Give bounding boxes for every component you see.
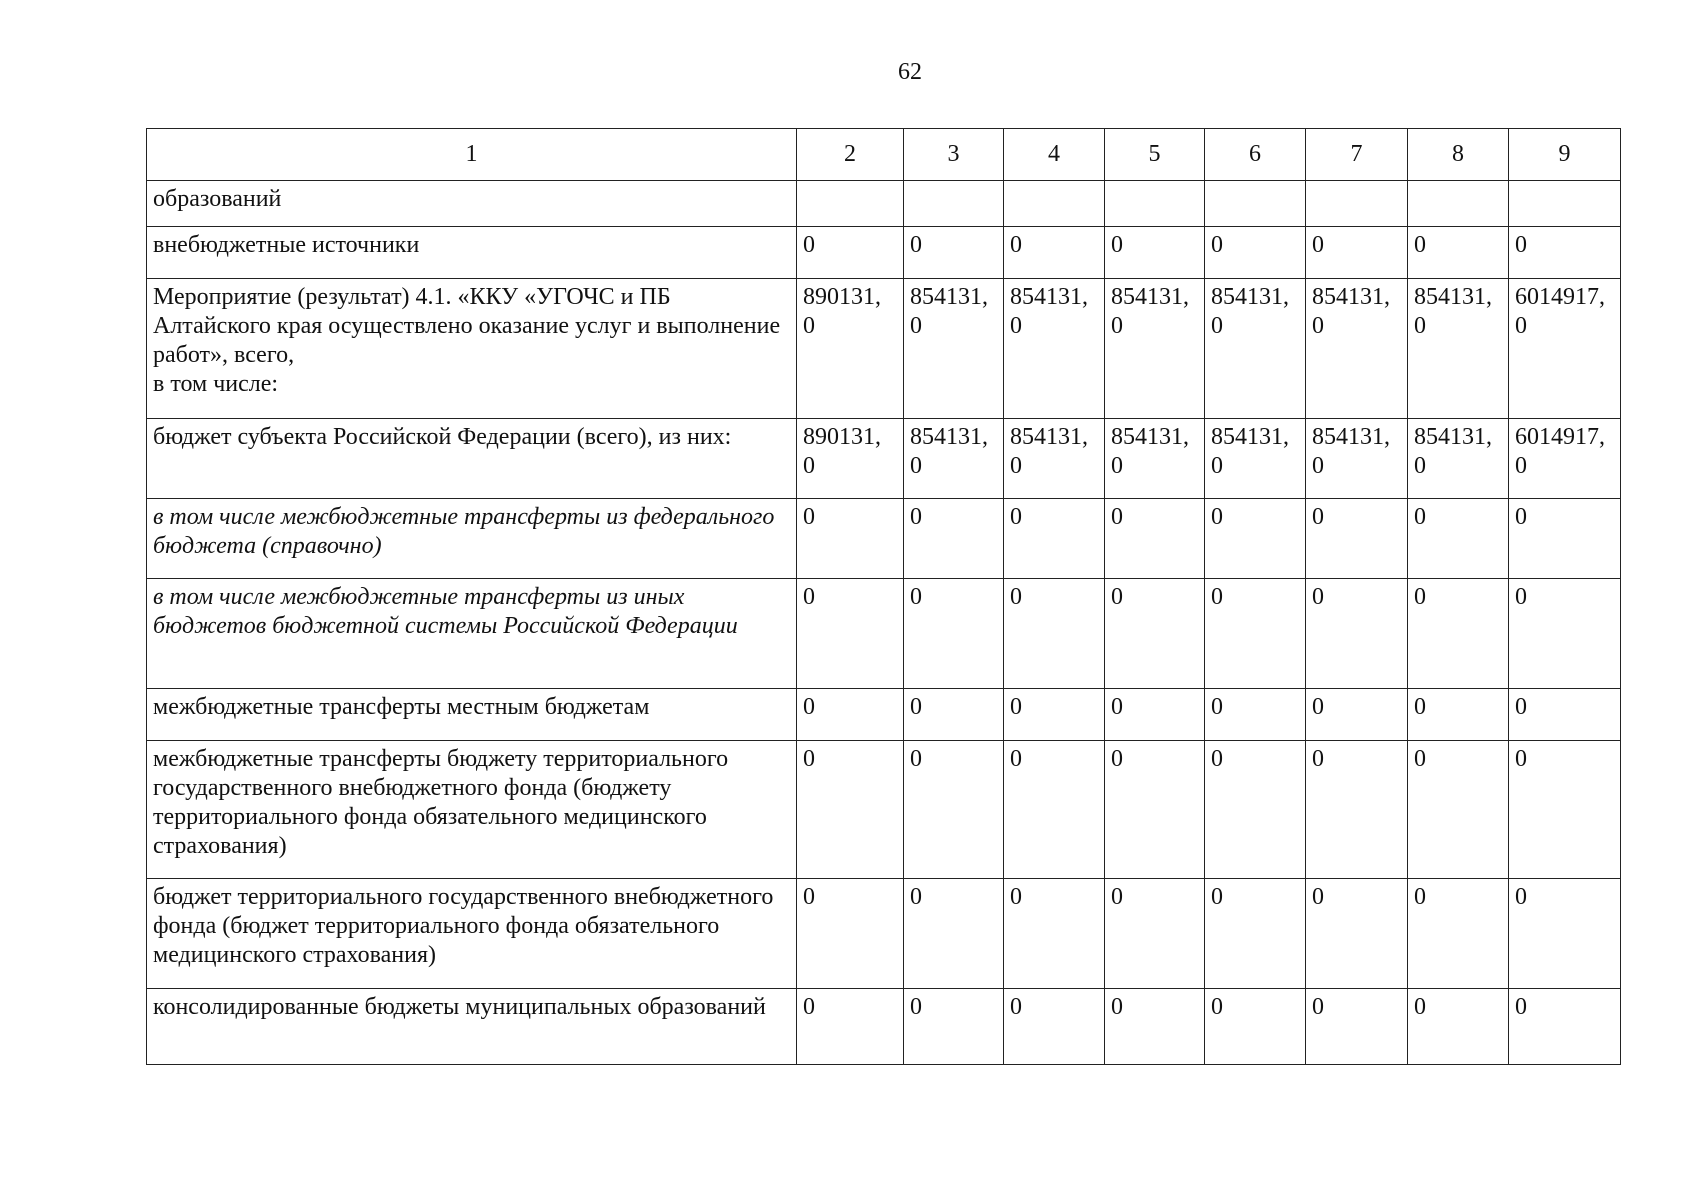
cell-col-4: 0 — [1004, 989, 1105, 1065]
cell-col-7: 854131, 0 — [1306, 279, 1408, 419]
cell-col-8: 0 — [1408, 689, 1509, 741]
cell-col-4: 854131, 0 — [1004, 279, 1105, 419]
column-header-7: 7 — [1306, 129, 1408, 181]
cell-col-2: 890131, 0 — [797, 419, 904, 499]
row-label: в том числе межбюджетные трансферты из федерального бюджета (справочно) — [147, 499, 797, 579]
cell-col-3: 0 — [904, 227, 1004, 279]
cell-col-5: 0 — [1105, 227, 1205, 279]
cell-col-7: 0 — [1306, 579, 1408, 689]
cell-col-9: 0 — [1509, 741, 1621, 879]
cell-col-8: 0 — [1408, 227, 1509, 279]
table-row — [147, 879, 1621, 989]
cell-col-7: 854131, 0 — [1306, 419, 1408, 499]
cell-col-9: 0 — [1509, 879, 1621, 989]
table-row — [147, 579, 1621, 689]
cell-col-2: 0 — [797, 989, 904, 1065]
column-header-6: 6 — [1205, 129, 1306, 181]
cell-col-3: 854131, 0 — [904, 419, 1004, 499]
cell-col-9: 0 — [1509, 579, 1621, 689]
column-header-9: 9 — [1509, 129, 1621, 181]
cell-col-2: 890131, 0 — [797, 279, 904, 419]
row-label: образований — [147, 181, 797, 227]
cell-col-3: 0 — [904, 499, 1004, 579]
cell-col-4: 0 — [1004, 499, 1105, 579]
cell-col-3: 0 — [904, 741, 1004, 879]
cell-col-8 — [1408, 181, 1509, 227]
row-label: межбюджетные трансферты бюджету территориального государственного внебюджетного фонда (бюджету территориального фонда обязательного медицинского страхования) — [147, 741, 797, 879]
cell-col-6: 0 — [1205, 989, 1306, 1065]
table-body — [147, 181, 1621, 1065]
cell-col-9: 0 — [1509, 227, 1621, 279]
cell-col-4: 854131, 0 — [1004, 419, 1105, 499]
cell-col-5: 854131, 0 — [1105, 279, 1205, 419]
cell-col-4 — [1004, 181, 1105, 227]
cell-col-6: 854131, 0 — [1205, 419, 1306, 499]
cell-col-6: 854131, 0 — [1205, 279, 1306, 419]
column-header-5: 5 — [1105, 129, 1205, 181]
cell-col-7: 0 — [1306, 989, 1408, 1065]
cell-col-4: 0 — [1004, 579, 1105, 689]
page-number: 62 — [898, 59, 922, 85]
cell-col-3: 0 — [904, 989, 1004, 1065]
cell-col-2: 0 — [797, 227, 904, 279]
column-header-3: 3 — [904, 129, 1004, 181]
cell-col-2: 0 — [797, 689, 904, 741]
cell-col-7 — [1306, 181, 1408, 227]
cell-col-7: 0 — [1306, 227, 1408, 279]
cell-col-8: 0 — [1408, 579, 1509, 689]
table-row — [147, 181, 1621, 227]
cell-col-2: 0 — [797, 741, 904, 879]
cell-col-7: 0 — [1306, 741, 1408, 879]
cell-col-2: 0 — [797, 579, 904, 689]
cell-col-9: 0 — [1509, 989, 1621, 1065]
table-row — [147, 279, 1621, 419]
cell-col-3: 0 — [904, 579, 1004, 689]
cell-col-6: 0 — [1205, 227, 1306, 279]
row-label: бюджет субъекта Российской Федерации (всего), из них: — [147, 419, 797, 499]
cell-col-9: 6014917, 0 — [1509, 419, 1621, 499]
table-row — [147, 741, 1621, 879]
table-row — [147, 419, 1621, 499]
row-label: в том числе межбюджетные трансферты из иных бюджетов бюджетной системы Российской Федерации — [147, 579, 797, 689]
cell-col-8: 0 — [1408, 989, 1509, 1065]
cell-col-9: 0 — [1509, 689, 1621, 741]
cell-col-8: 854131, 0 — [1408, 419, 1509, 499]
cell-col-4: 0 — [1004, 689, 1105, 741]
cell-col-7: 0 — [1306, 879, 1408, 989]
table-row — [147, 227, 1621, 279]
row-label: межбюджетные трансферты местным бюджетам — [147, 689, 797, 741]
cell-col-5: 854131, 0 — [1105, 419, 1205, 499]
row-label: внебюджетные источники — [147, 227, 797, 279]
cell-col-6: 0 — [1205, 741, 1306, 879]
cell-col-8: 854131, 0 — [1408, 279, 1509, 419]
table-row — [147, 989, 1621, 1065]
cell-col-5: 0 — [1105, 499, 1205, 579]
cell-col-4: 0 — [1004, 741, 1105, 879]
cell-col-5: 0 — [1105, 689, 1205, 741]
cell-col-3: 854131, 0 — [904, 279, 1004, 419]
cell-col-7: 0 — [1306, 689, 1408, 741]
cell-col-5: 0 — [1105, 579, 1205, 689]
column-header-4: 4 — [1004, 129, 1105, 181]
cell-col-5: 0 — [1105, 879, 1205, 989]
cell-col-3: 0 — [904, 879, 1004, 989]
table-row — [147, 499, 1621, 579]
cell-col-2 — [797, 181, 904, 227]
cell-col-5 — [1105, 181, 1205, 227]
row-label: Мероприятие (результат) 4.1. «ККУ «УГОЧС и ПБ Алтайского края осуществлено оказание услуг и выполнение работ», всего, в том числе: — [147, 279, 797, 419]
table-row — [147, 689, 1621, 741]
row-label: бюджет территориального государственного внебюджетного фонда (бюджет территориального фонда обязательного медицинского страхования) — [147, 879, 797, 989]
cell-col-2: 0 — [797, 499, 904, 579]
cell-col-7: 0 — [1306, 499, 1408, 579]
column-header-2: 2 — [797, 129, 904, 181]
cell-col-8: 0 — [1408, 499, 1509, 579]
cell-col-4: 0 — [1004, 879, 1105, 989]
cell-col-5: 0 — [1105, 989, 1205, 1065]
budget-table — [146, 128, 1621, 1065]
row-label: консолидированные бюджеты муниципальных образований — [147, 989, 797, 1065]
cell-col-5: 0 — [1105, 741, 1205, 879]
cell-col-9: 6014917, 0 — [1509, 279, 1621, 419]
column-header-1: 1 — [147, 129, 797, 181]
cell-col-9: 0 — [1509, 499, 1621, 579]
cell-col-6: 0 — [1205, 879, 1306, 989]
cell-col-6: 0 — [1205, 499, 1306, 579]
cell-col-8: 0 — [1408, 879, 1509, 989]
cell-col-2: 0 — [797, 879, 904, 989]
cell-col-8: 0 — [1408, 741, 1509, 879]
cell-col-3 — [904, 181, 1004, 227]
cell-col-4: 0 — [1004, 227, 1105, 279]
cell-col-6: 0 — [1205, 579, 1306, 689]
column-header-8: 8 — [1408, 129, 1509, 181]
cell-col-9 — [1509, 181, 1621, 227]
header-row — [147, 129, 1621, 181]
cell-col-6 — [1205, 181, 1306, 227]
cell-col-6: 0 — [1205, 689, 1306, 741]
cell-col-3: 0 — [904, 689, 1004, 741]
